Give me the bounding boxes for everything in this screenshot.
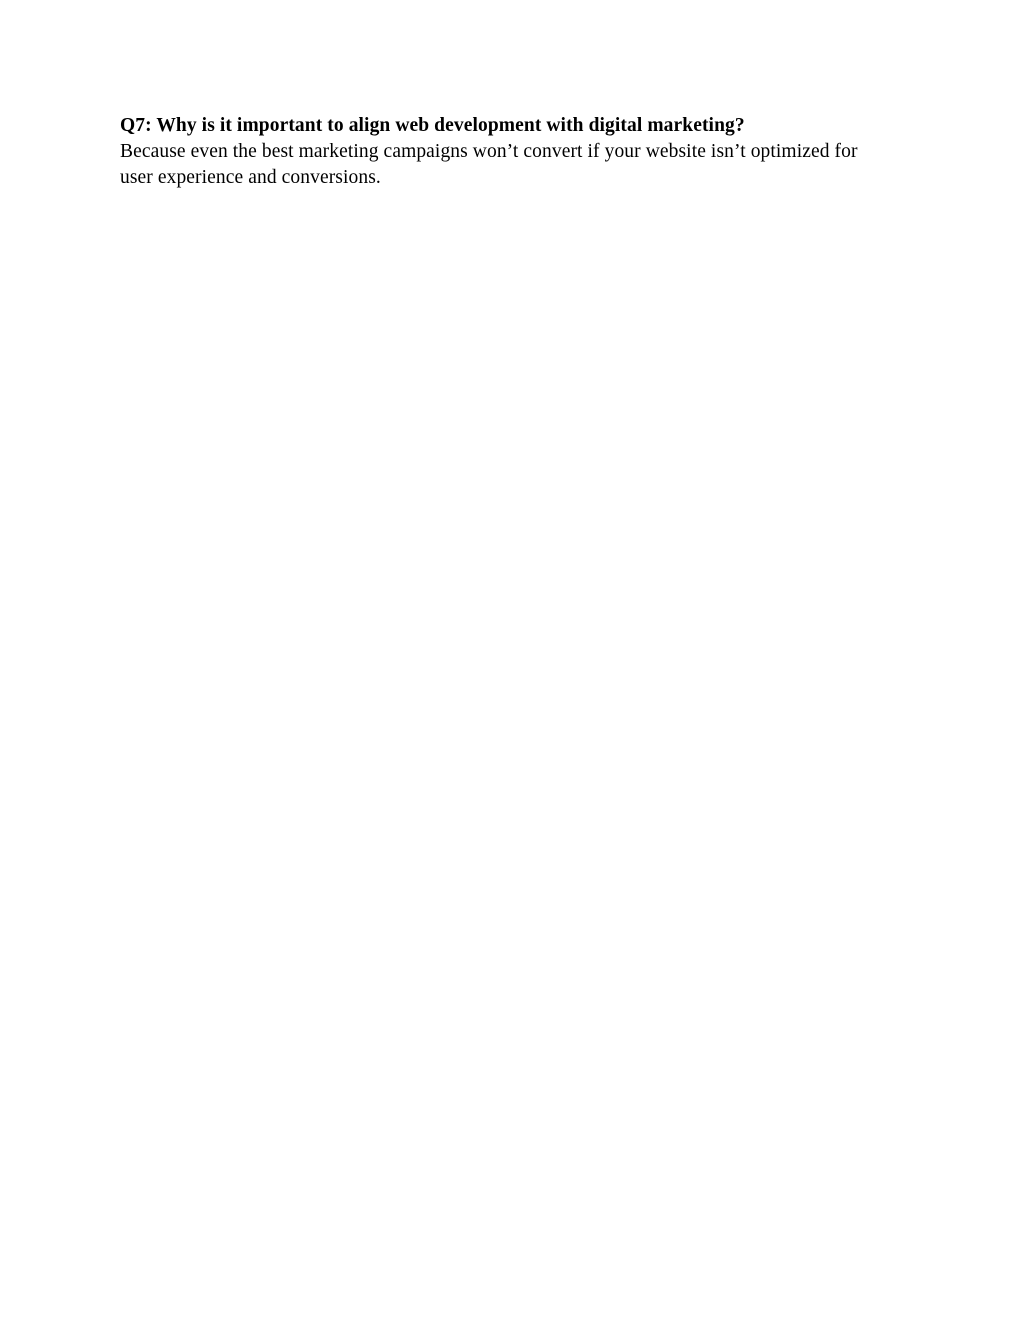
qa-block <box>120 113 904 191</box>
question-heading: Q7: Why is it important to align web development with digital marketing? <box>120 115 745 136</box>
answer-paragraph: Because even the best marketing campaigns won’t convert if your website isn’t optimized for user experience and conversions. <box>120 140 858 188</box>
document-body <box>120 113 904 191</box>
